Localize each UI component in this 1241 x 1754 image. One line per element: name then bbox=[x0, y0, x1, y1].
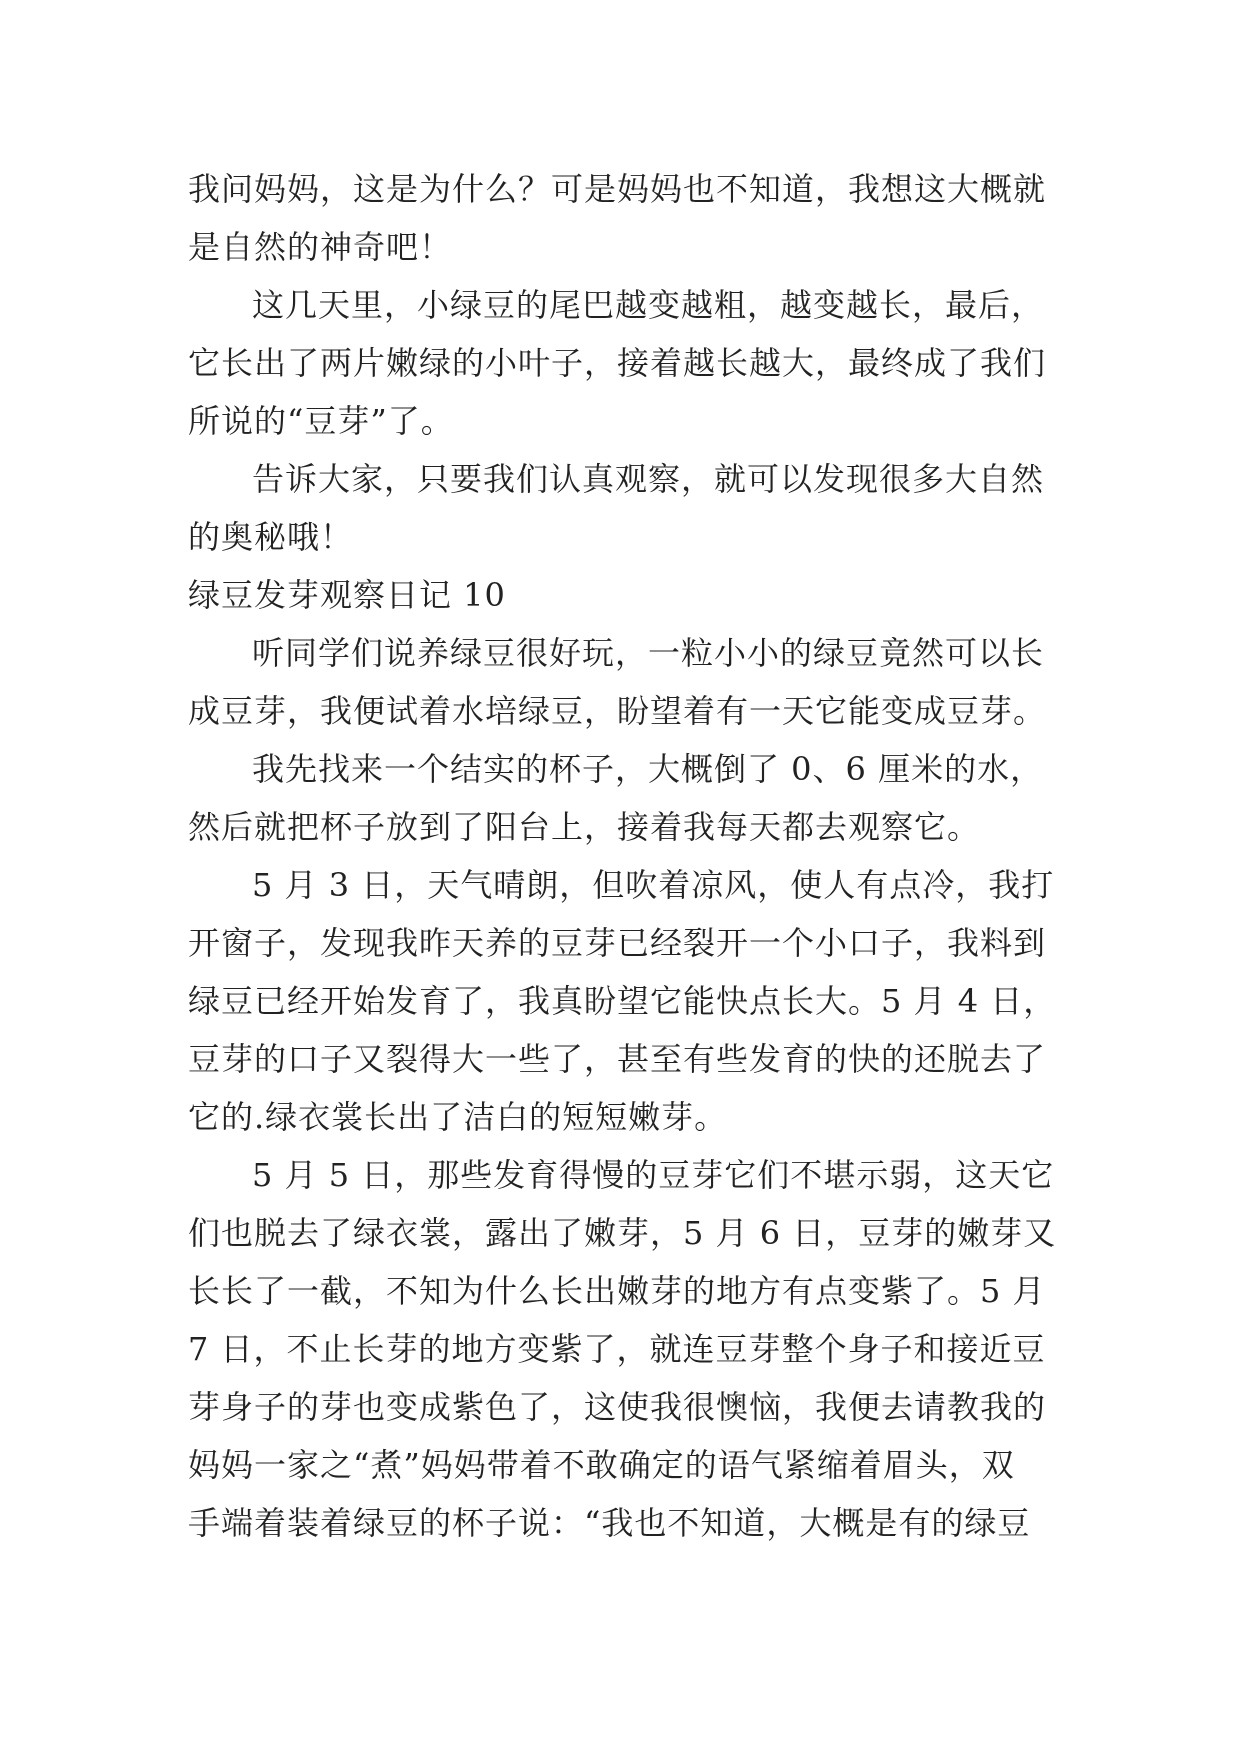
text-line: 手端着装着绿豆的杯子说：“我也不知道，大概是有的绿豆 bbox=[188, 1504, 1031, 1542]
text-line: 豆芽的口子又裂得大一些了，甚至有些发育的快的还脱去了 bbox=[188, 1040, 1047, 1078]
text-line: 7 日，不止长芽的地方变紫了，就连豆芽整个身子和接近豆 bbox=[188, 1330, 1046, 1368]
text-line: 开窗子，发现我昨天养的豆芽已经裂开一个小口子，我料到 bbox=[188, 924, 1047, 962]
text-line: 是自然的神奇吧！ bbox=[188, 228, 453, 266]
document-body bbox=[188, 160, 1068, 1552]
text-line: 这几天里，小绿豆的尾巴越变越粗，越变越长，最后， bbox=[252, 286, 1045, 324]
text-line: 然后就把杯子放到了阳台上，接着我每天都去观察它。 bbox=[188, 808, 981, 846]
text-line: 听同学们说养绿豆很好玩，一粒小小的绿豆竟然可以长 bbox=[252, 634, 1045, 672]
text-line: 绿豆已经开始发育了，我真盼望它能快点长大。5 月 4 日， bbox=[188, 982, 1057, 1020]
text-line: 所说的“豆芽”了。 bbox=[188, 402, 454, 440]
text-line: 我问妈妈，这是为什么？可是妈妈也不知道，我想这大概就 bbox=[188, 170, 1047, 208]
text-line: 芽身子的芽也变成紫色了，这使我很懊恼，我便去请教我的 bbox=[188, 1388, 1047, 1426]
text-line: 告诉大家，只要我们认真观察，就可以发现很多大自然 bbox=[252, 460, 1045, 498]
section-heading: 绿豆发芽观察日记 10 bbox=[188, 576, 506, 614]
text-line: 5 月 5 日，那些发育得慢的豆芽它们不堪示弱，这天它 bbox=[252, 1156, 1055, 1194]
text-line: 它长出了两片嫩绿的小叶子，接着越长越大，最终成了我们 bbox=[188, 344, 1047, 382]
text-line: 成豆芽，我便试着水培绿豆，盼望着有一天它能变成豆芽。 bbox=[188, 692, 1047, 730]
text-line: 5 月 3 日，天气晴朗，但吹着凉风，使人有点冷，我打 bbox=[252, 866, 1055, 904]
text-line: 妈妈一家之“煮”妈妈带着不敢确定的语气紧缩着眉头，双 bbox=[188, 1446, 1015, 1484]
text-line: 它的.绿衣裳长出了洁白的短短嫩芽。 bbox=[188, 1098, 728, 1136]
text-line: 长长了一截，不知为什么长出嫩芽的地方有点变紫了。5 月 bbox=[188, 1272, 1046, 1310]
text-line: 们也脱去了绿衣裳，露出了嫩芽，5 月 6 日，豆芽的嫩芽又 bbox=[188, 1214, 1057, 1252]
text-line: 的奥秘哦！ bbox=[188, 518, 354, 556]
text-line: 我先找来一个结实的杯子，大概倒了 0、6 厘米的水， bbox=[252, 750, 1044, 788]
